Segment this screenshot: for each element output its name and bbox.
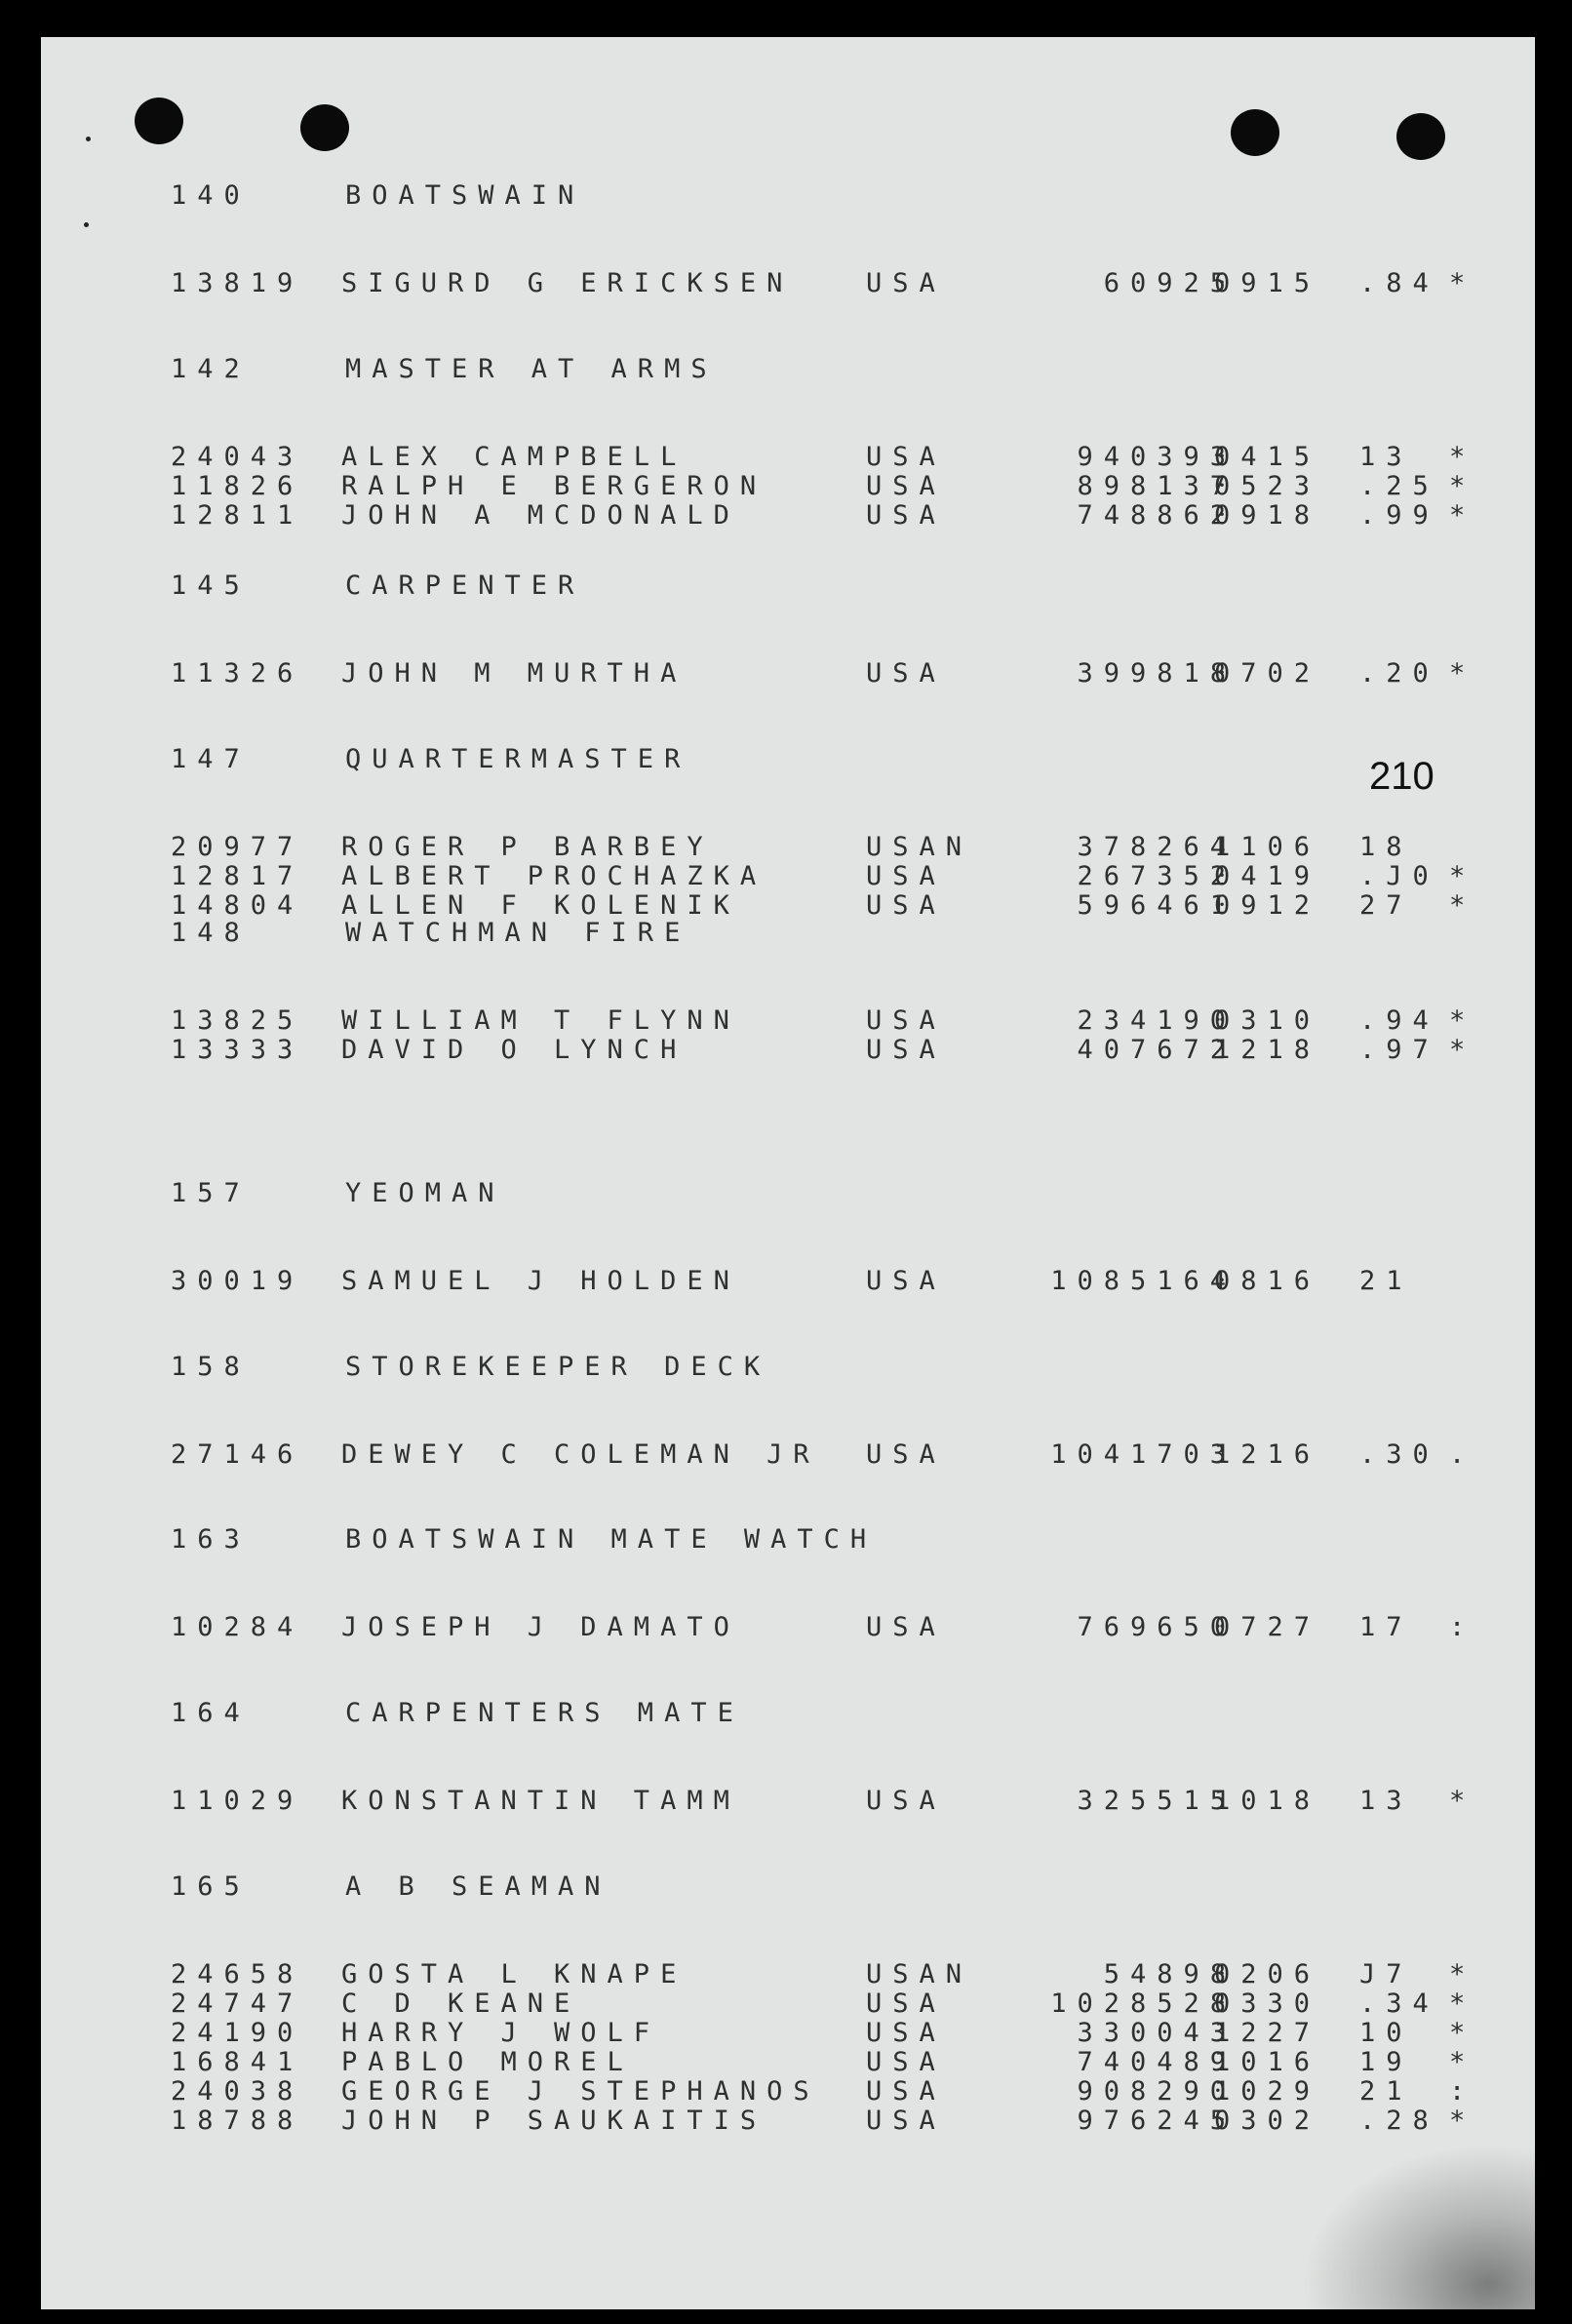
entry-mark: * [1449, 1959, 1466, 1989]
crew-list [41, 37, 1535, 2309]
entry-id: 11826 [171, 471, 304, 501]
entry-id: 10284 [171, 1612, 304, 1642]
crew-entry [41, 2107, 1535, 2136]
crew-entry [41, 269, 1535, 298]
entry-book-number: 60925 [1103, 268, 1237, 298]
entry-mark: * [1449, 890, 1466, 921]
page-number: 210 [1369, 755, 1434, 798]
entry-citizenship: USAN [866, 1959, 973, 1989]
entry-rate: 19 [1359, 2047, 1413, 2077]
entry-rate: .25 [1359, 471, 1439, 501]
section-title: QUARTERMASTER [345, 744, 691, 774]
entry-citizenship: USA [866, 268, 946, 298]
crew-entry [41, 501, 1535, 531]
section-header [41, 1179, 1535, 1208]
entry-name: SIGURD G ERICKSEN [341, 268, 794, 298]
crew-entry [41, 862, 1535, 891]
crew-entry [41, 1787, 1535, 1816]
crew-entry [41, 2048, 1535, 2077]
crew-entry [41, 2077, 1535, 2107]
entry-book-number: 54898 [1103, 1959, 1237, 1989]
entry-rate: .97 [1359, 1035, 1439, 1065]
entry-id: 24190 [171, 2018, 304, 2048]
entry-book-number: 908290 [1077, 2076, 1237, 2107]
entry-rate: .J0 [1359, 861, 1439, 891]
section-code: 142 [171, 354, 251, 384]
entry-mark: * [1449, 442, 1466, 472]
entry-mark: : [1449, 2076, 1466, 2107]
section-code: 147 [171, 744, 251, 774]
crew-entry [41, 2019, 1535, 2048]
entry-name: SAMUEL J HOLDEN [341, 1266, 740, 1296]
entry-citizenship: USAN [866, 832, 973, 862]
entry-mark: * [1449, 500, 1466, 531]
entry-citizenship: USA [866, 861, 946, 891]
entry-citizenship: USA [866, 1005, 946, 1036]
entry-id: 18788 [171, 2106, 304, 2136]
entry-book-number: 1041703 [1050, 1439, 1237, 1470]
entry-book-number: 898137 [1077, 471, 1237, 501]
entry-name: C D KEANE [341, 1989, 581, 2019]
section-code: 158 [171, 1352, 251, 1382]
entry-name: GEORGE J STEPHANOS [341, 2076, 820, 2107]
entry-rate: 27 [1359, 890, 1413, 921]
entry-date: 0702 [1214, 658, 1321, 689]
crew-entry [41, 891, 1535, 921]
entry-name: DAVID O LYNCH [341, 1035, 688, 1065]
entry-book-number: 325515 [1077, 1786, 1237, 1816]
entry-id: 24658 [171, 1959, 304, 1989]
entry-rate: 17 [1359, 1612, 1413, 1642]
entry-citizenship: USA [866, 1035, 946, 1065]
entry-book-number: 940393 [1077, 442, 1237, 472]
entry-book-number: 596461 [1077, 890, 1237, 921]
entry-date: 0415 [1214, 442, 1321, 472]
entry-rate: 21 [1359, 1266, 1413, 1296]
entry-id: 11326 [171, 658, 304, 689]
section-code: 165 [171, 1871, 251, 1902]
entry-citizenship: USA [866, 442, 946, 472]
entry-rate: 10 [1359, 2018, 1413, 2048]
entry-rate: .99 [1359, 500, 1439, 531]
entry-citizenship: USA [866, 471, 946, 501]
section-title: YEOMAN [345, 1178, 505, 1208]
entry-date: 0915 [1214, 268, 1321, 298]
entry-mark: * [1449, 861, 1466, 891]
crew-entry [41, 1036, 1535, 1065]
entry-book-number: 976245 [1077, 2106, 1237, 2136]
entry-book-number: 1028528 [1050, 1989, 1237, 2019]
entry-citizenship: USA [866, 2047, 946, 2077]
entry-id: 24747 [171, 1989, 304, 2019]
entry-rate: J7 [1359, 1959, 1413, 1989]
entry-rate: .84 [1359, 268, 1439, 298]
entry-rate: 21 [1359, 2076, 1413, 2107]
entry-name: ALBERT PROCHAZKA [341, 861, 767, 891]
entry-id: 12811 [171, 500, 304, 531]
entry-citizenship: USA [866, 1439, 946, 1470]
entry-rate: 13 [1359, 442, 1413, 472]
crew-entry [41, 833, 1535, 862]
entry-id: 11029 [171, 1786, 304, 1816]
entry-id: 16841 [171, 2047, 304, 2077]
section-header [41, 571, 1535, 601]
entry-name: JOHN M MURTHA [341, 658, 688, 689]
entry-date: 0419 [1214, 861, 1321, 891]
entry-book-number: 399818 [1077, 658, 1237, 689]
entry-date: 1018 [1214, 1786, 1321, 1816]
section-header [41, 745, 1535, 774]
entry-date: 1216 [1214, 1439, 1321, 1470]
section-title: BOATSWAIN [345, 180, 585, 211]
entry-citizenship: USA [866, 1612, 946, 1642]
entry-id: 12817 [171, 861, 304, 891]
entry-name: PABLO MOREL [341, 2047, 634, 2077]
entry-name: ROGER P BARBEY [341, 832, 714, 862]
crew-entry [41, 1989, 1535, 2019]
section-header [41, 181, 1535, 211]
entry-name: DEWEY C COLEMAN JR [341, 1439, 820, 1470]
entry-citizenship: USA [866, 658, 946, 689]
entry-mark: * [1449, 2106, 1466, 2136]
entry-date: 0206 [1214, 1959, 1321, 1989]
document-page [41, 37, 1535, 2309]
entry-mark: : [1449, 1612, 1466, 1642]
entry-book-number: 234190 [1077, 1005, 1237, 1036]
entry-mark: * [1449, 658, 1466, 689]
entry-id: 27146 [171, 1439, 304, 1470]
entry-mark: * [1449, 268, 1466, 298]
entry-date: 0302 [1214, 2106, 1321, 2136]
entry-name: HARRY J WOLF [341, 2018, 661, 2048]
crew-entry [41, 1440, 1535, 1470]
crew-entry [41, 1613, 1535, 1642]
entry-name: JOSEPH J DAMATO [341, 1612, 740, 1642]
entry-date: 1227 [1214, 2018, 1321, 2048]
section-code: 148 [171, 918, 251, 948]
section-header [41, 1699, 1535, 1728]
entry-rate: .28 [1359, 2106, 1439, 2136]
entry-book-number: 378264 [1077, 832, 1237, 862]
entry-name: KONSTANTIN TAMM [341, 1786, 740, 1816]
entry-date: 0330 [1214, 1989, 1321, 2019]
section-header [41, 1872, 1535, 1902]
section-header [41, 919, 1535, 948]
section-code: 163 [171, 1524, 251, 1555]
entry-date: 0918 [1214, 500, 1321, 531]
entry-id: 13825 [171, 1005, 304, 1036]
entry-name: JOHN P SAUKAITIS [341, 2106, 767, 2136]
section-code: 157 [171, 1178, 251, 1208]
entry-name: RALPH E BERGERON [341, 471, 767, 501]
section-code: 140 [171, 180, 251, 211]
section-title: BOATSWAIN MATE WATCH [345, 1524, 878, 1555]
entry-date: 1029 [1214, 2076, 1321, 2107]
entry-rate: .20 [1359, 658, 1439, 689]
entry-mark: * [1449, 2018, 1466, 2048]
crew-entry [41, 1006, 1535, 1036]
entry-id: 30019 [171, 1266, 304, 1296]
section-title: MASTER AT ARMS [345, 354, 718, 384]
section-code: 164 [171, 1698, 251, 1728]
entry-date: 1106 [1214, 832, 1321, 862]
entry-id: 24038 [171, 2076, 304, 2107]
entry-id: 13333 [171, 1035, 304, 1065]
section-header [41, 355, 1535, 384]
entry-citizenship: USA [866, 2106, 946, 2136]
entry-book-number: 748862 [1077, 500, 1237, 531]
entry-date: 0912 [1214, 890, 1321, 921]
crew-entry [41, 472, 1535, 501]
entry-name: ALLEN F KOLENIK [341, 890, 740, 921]
section-title: WATCHMAN FIRE [345, 918, 691, 948]
entry-citizenship: USA [866, 890, 946, 921]
entry-id: 13819 [171, 268, 304, 298]
crew-entry [41, 1267, 1535, 1296]
entry-citizenship: USA [866, 2076, 946, 2107]
entry-book-number: 769650 [1077, 1612, 1237, 1642]
entry-date: 0727 [1214, 1612, 1321, 1642]
crew-entry [41, 659, 1535, 689]
entry-id: 20977 [171, 832, 304, 862]
entry-mark: * [1449, 1035, 1466, 1065]
entry-book-number: 1085164 [1050, 1266, 1237, 1296]
entry-mark: * [1449, 2047, 1466, 2077]
section-header [41, 1353, 1535, 1382]
entry-date: 1218 [1214, 1035, 1321, 1065]
section-header [41, 1525, 1535, 1555]
entry-rate: .30 [1359, 1439, 1439, 1470]
entry-mark: * [1449, 1786, 1466, 1816]
section-title: STOREKEEPER DECK [345, 1352, 771, 1382]
entry-book-number: 267352 [1077, 861, 1237, 891]
entry-rate: 13 [1359, 1786, 1413, 1816]
entry-rate: 18 [1359, 832, 1413, 862]
entry-name: JOHN A MCDONALD [341, 500, 740, 531]
entry-id: 24043 [171, 442, 304, 472]
entry-citizenship: USA [866, 1266, 946, 1296]
section-title: A B SEAMAN [345, 1871, 611, 1902]
entry-mark: * [1449, 471, 1466, 501]
entry-date: 0816 [1214, 1266, 1321, 1296]
entry-book-number: 407672 [1077, 1035, 1237, 1065]
entry-date: 0310 [1214, 1005, 1321, 1036]
entry-mark: * [1449, 1989, 1466, 2019]
entry-rate: .34 [1359, 1989, 1439, 2019]
entry-date: 1016 [1214, 2047, 1321, 2077]
entry-book-number: 330043 [1077, 2018, 1237, 2048]
crew-entry [41, 1960, 1535, 1989]
entry-id: 14804 [171, 890, 304, 921]
entry-mark: . [1449, 1439, 1466, 1470]
crew-entry [41, 443, 1535, 472]
section-title: CARPENTERS MATE [345, 1698, 744, 1728]
entry-citizenship: USA [866, 500, 946, 531]
section-title: CARPENTER [345, 571, 585, 601]
entry-name: ALEX CAMPBELL [341, 442, 688, 472]
entry-citizenship: USA [866, 2018, 946, 2048]
entry-book-number: 740489 [1077, 2047, 1237, 2077]
entry-name: WILLIAM T FLYNN [341, 1005, 740, 1036]
section-code: 145 [171, 571, 251, 601]
entry-date: 0523 [1214, 471, 1321, 501]
entry-name: GOSTA L KNAPE [341, 1959, 688, 1989]
entry-citizenship: USA [866, 1989, 946, 2019]
entry-citizenship: USA [866, 1786, 946, 1816]
entry-rate: .94 [1359, 1005, 1439, 1036]
entry-mark: * [1449, 1005, 1466, 1036]
